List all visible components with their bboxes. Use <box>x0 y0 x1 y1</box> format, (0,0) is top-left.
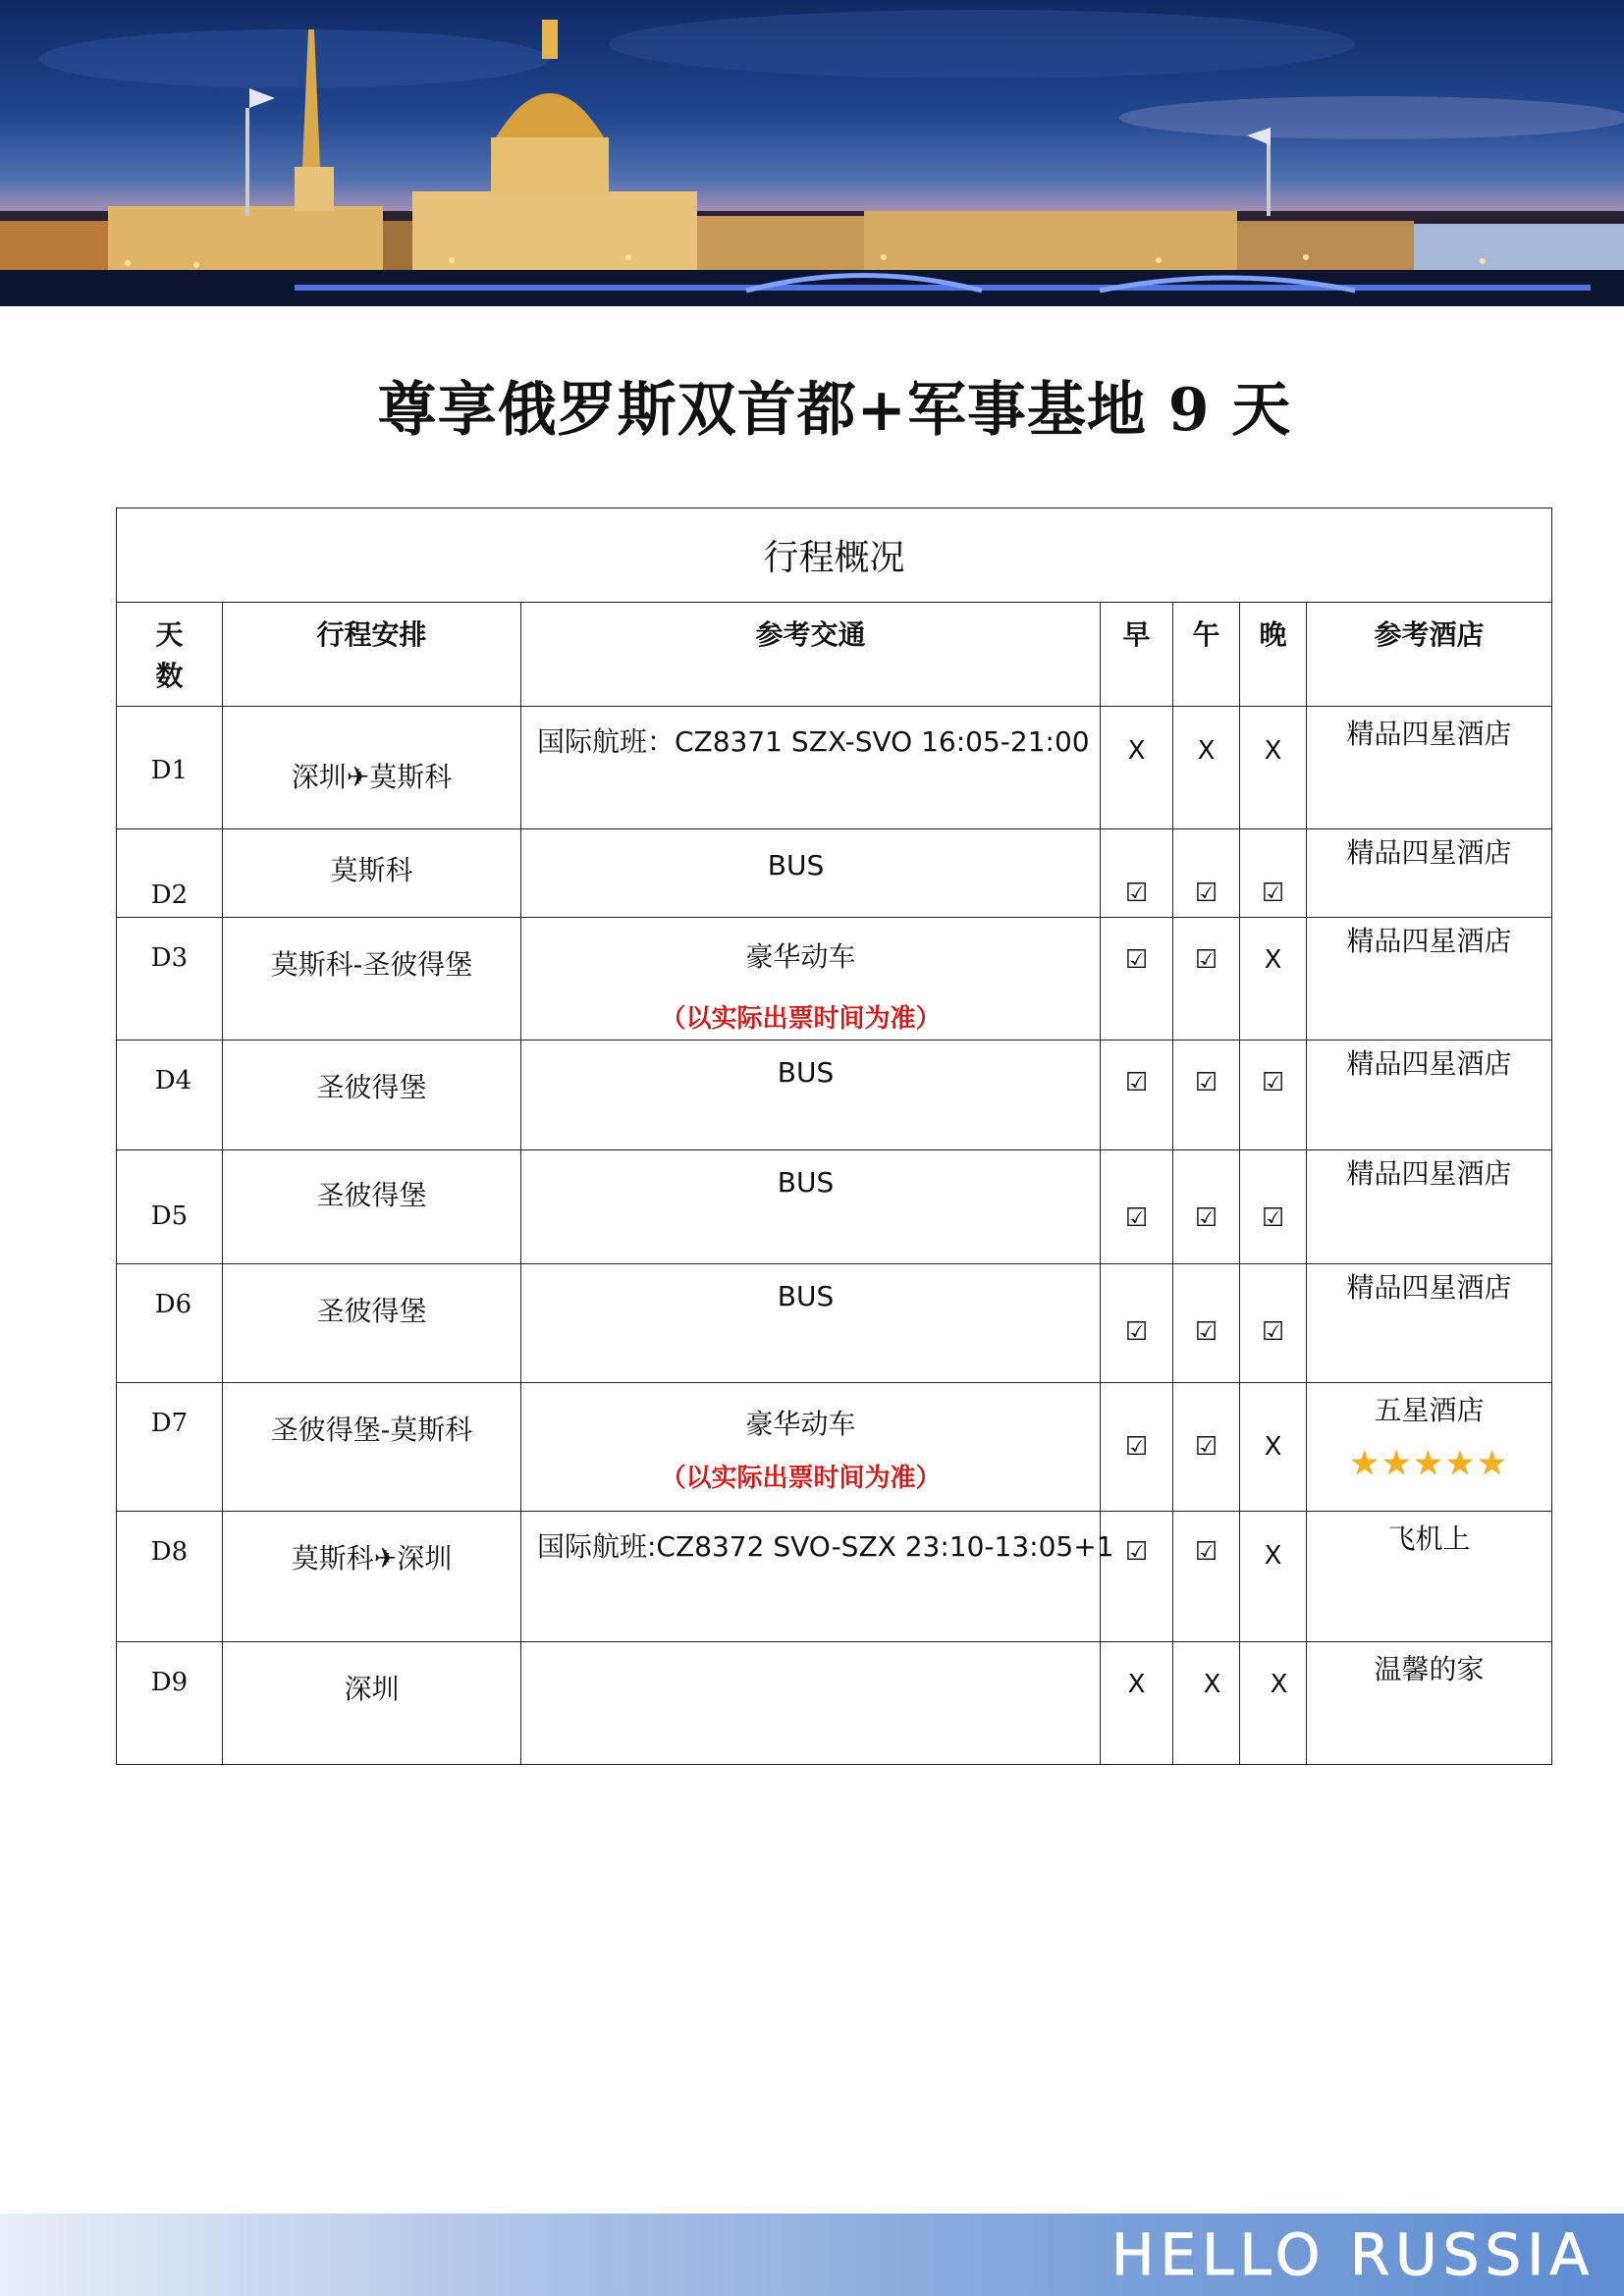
day-cell: D4 <box>117 1041 223 1150</box>
lunch-cell: ☑ <box>1173 1041 1240 1150</box>
itinerary-cell: 深圳✈莫斯科 <box>223 707 521 829</box>
transport-cell: BUS <box>521 1150 1101 1264</box>
itinerary-cell: 圣彼得堡 <box>223 1150 521 1264</box>
table-row <box>117 1383 1552 1512</box>
table-row <box>117 918 1552 1041</box>
hotel-cell: 五星酒店 ★★★★★ <box>1307 1383 1552 1512</box>
header-breakfast: 早 <box>1101 603 1173 707</box>
hotel-cell: 精品四星酒店 <box>1307 1150 1552 1264</box>
lunch-cell: ☑ <box>1173 1383 1240 1512</box>
lunch-cell: X <box>1173 1642 1240 1765</box>
transport-cell: BUS <box>521 829 1101 918</box>
day-cell: D6 <box>117 1264 223 1383</box>
star-rating-icon: ★★★★★ <box>1349 1444 1509 1483</box>
table-row <box>117 1041 1552 1150</box>
footer-brand: HELLO RUSSIA <box>1110 2221 1595 2288</box>
itinerary-cell: 圣彼得堡 <box>223 1041 521 1150</box>
header-hotel: 参考酒店 <box>1307 603 1552 707</box>
header-itinerary: 行程安排 <box>223 603 521 707</box>
table-row <box>117 1512 1552 1642</box>
day-cell: D5 <box>117 1150 223 1264</box>
lunch-cell: ☑ <box>1173 829 1240 918</box>
table-row <box>117 707 1552 829</box>
breakfast-cell: ☑ <box>1101 1264 1173 1383</box>
dinner-cell: X <box>1240 1512 1307 1642</box>
breakfast-cell: ☑ <box>1101 1512 1173 1642</box>
hotel-cell: 精品四星酒店 <box>1307 1041 1552 1150</box>
table-row <box>117 1264 1552 1383</box>
itinerary-cell: 深圳 <box>223 1642 521 1765</box>
lunch-cell: ☑ <box>1173 1150 1240 1264</box>
day-cell: D3 <box>117 918 223 1041</box>
header-dinner: 晚 <box>1240 603 1307 707</box>
header-transport: 参考交通 <box>521 603 1101 707</box>
transport-cell <box>521 1642 1101 1765</box>
lunch-cell: ☑ <box>1173 918 1240 1041</box>
hotel-cell: 精品四星酒店 <box>1307 1264 1552 1383</box>
itinerary-cell: 莫斯科 <box>223 829 521 918</box>
dinner-cell: ☑ <box>1240 829 1307 918</box>
hotel-cell: 精品四星酒店 <box>1307 707 1552 829</box>
table-row <box>117 1150 1552 1264</box>
itinerary-table <box>116 507 1552 1765</box>
day-cell: D8 <box>117 1512 223 1642</box>
transport-cell: 豪华动车 （以实际出票时间为准） <box>521 1383 1101 1512</box>
table-row <box>117 829 1552 918</box>
transport-cell: 豪华动车 （以实际出票时间为准） <box>521 918 1101 1041</box>
hotel-cell: 温馨的家 <box>1307 1642 1552 1765</box>
day-cell: D2 <box>117 829 223 918</box>
day-cell: D7 <box>117 1383 223 1512</box>
city-skyline-illustration <box>0 0 1624 306</box>
footer-bar <box>0 2214 1624 2296</box>
table-header-row <box>117 603 1552 707</box>
dinner-cell: X <box>1240 918 1307 1041</box>
lunch-cell: X <box>1173 707 1240 829</box>
lunch-cell: ☑ <box>1173 1512 1240 1642</box>
breakfast-cell: ☑ <box>1101 1383 1173 1512</box>
dinner-cell: X <box>1240 707 1307 829</box>
breakfast-cell: ☑ <box>1101 829 1173 918</box>
day-cell: D9 <box>117 1642 223 1765</box>
table-row <box>117 1642 1552 1765</box>
dinner-cell: ☑ <box>1240 1041 1307 1150</box>
header-banner-image <box>0 0 1624 306</box>
breakfast-cell: X <box>1101 1642 1173 1765</box>
header-lunch: 午 <box>1173 603 1240 707</box>
transport-cell: BUS <box>521 1264 1101 1383</box>
transport-cell: 国际航班:CZ8372 SVO-SZX 23:10-13:05+1 <box>521 1512 1101 1642</box>
dinner-cell: ☑ <box>1240 1264 1307 1383</box>
itinerary-cell: 莫斯科-圣彼得堡 <box>223 918 521 1041</box>
itinerary-cell: 圣彼得堡-莫斯科 <box>223 1383 521 1512</box>
hotel-cell: 精品四星酒店 <box>1307 918 1552 1041</box>
lunch-cell: ☑ <box>1173 1264 1240 1383</box>
day-cell: D1 <box>117 707 223 829</box>
dinner-cell: X <box>1240 1383 1307 1512</box>
page-title: 尊享俄罗斯双首都+军事基地 9 天 <box>377 376 1292 445</box>
transport-cell: BUS <box>521 1041 1101 1150</box>
breakfast-cell: X <box>1101 707 1173 829</box>
itinerary-cell: 圣彼得堡 <box>223 1264 521 1383</box>
breakfast-cell: ☑ <box>1101 918 1173 1041</box>
transport-cell: 国际航班：CZ8371 SZX-SVO 16:05-21:00 <box>521 707 1101 829</box>
dinner-cell: ☑ <box>1240 1150 1307 1264</box>
hotel-cell: 精品四星酒店 <box>1307 829 1552 918</box>
breakfast-cell: ☑ <box>1101 1150 1173 1264</box>
itinerary-cell: 莫斯科✈深圳 <box>223 1512 521 1642</box>
breakfast-cell: ☑ <box>1101 1041 1173 1150</box>
header-day: 天数 <box>117 603 223 707</box>
table-caption: 行程概况 <box>117 508 1552 603</box>
hotel-cell: 飞机上 <box>1307 1512 1552 1642</box>
dinner-cell: X <box>1240 1642 1307 1765</box>
